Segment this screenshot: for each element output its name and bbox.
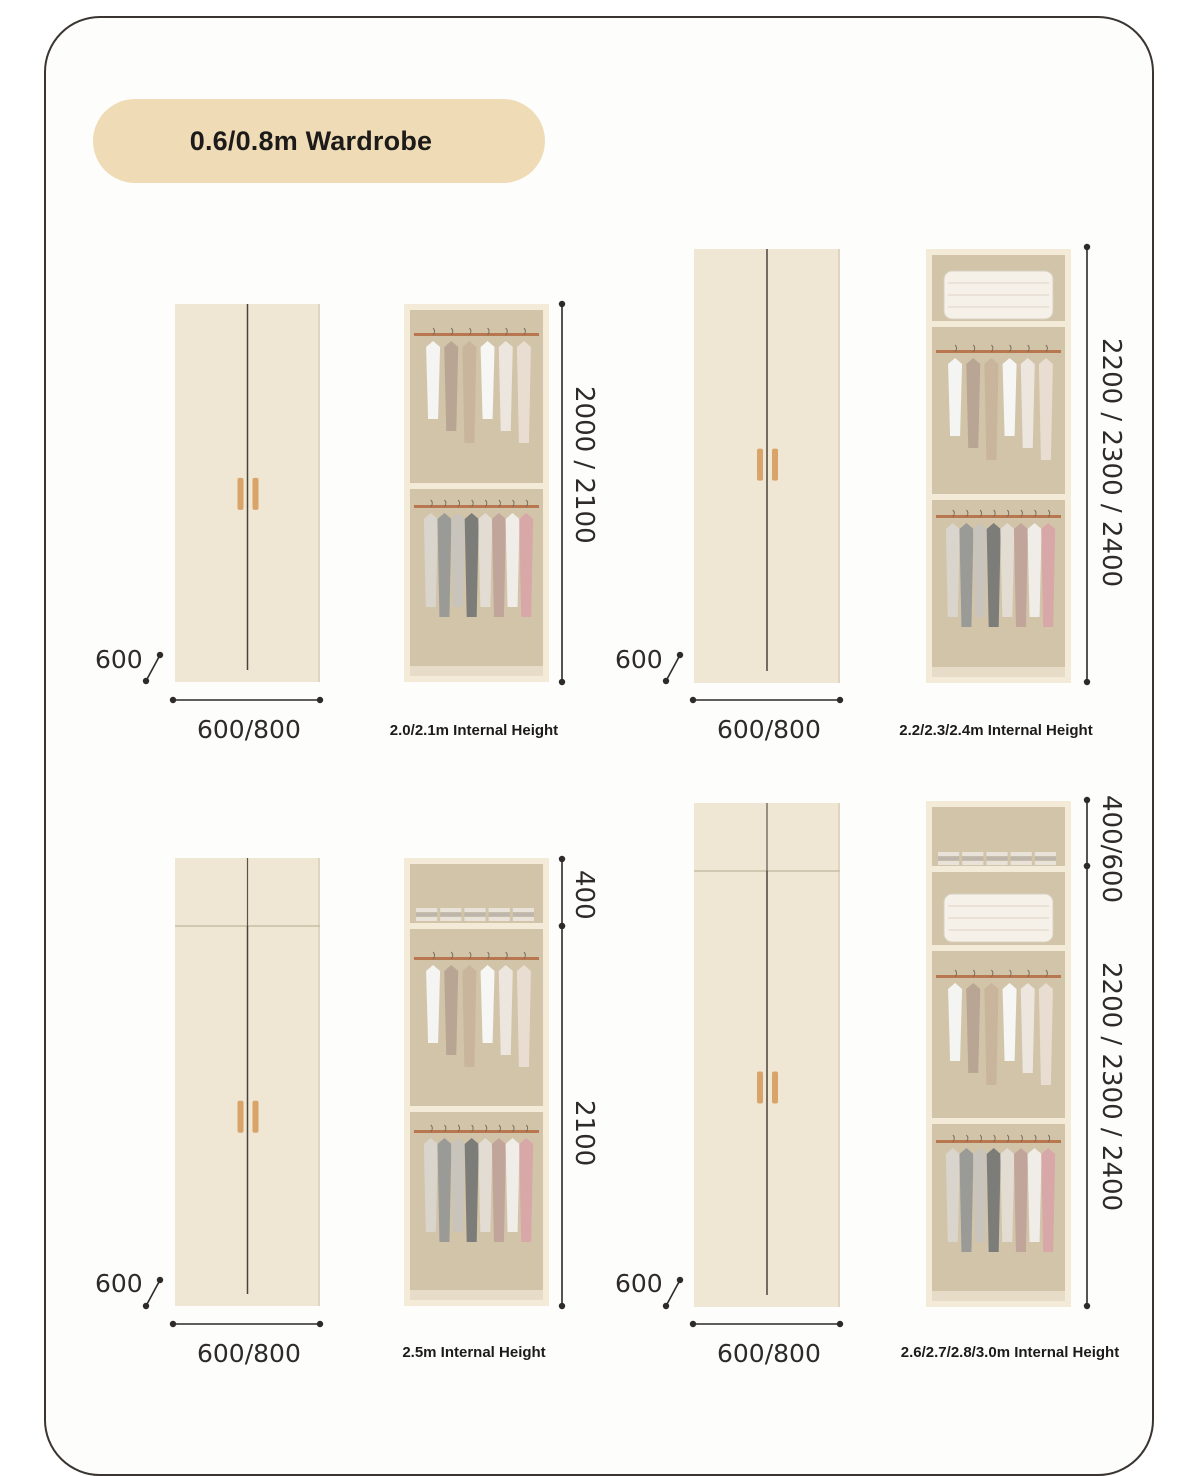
garment (966, 358, 980, 448)
garment (519, 513, 533, 617)
dimension-end (690, 697, 696, 703)
plinth (932, 1291, 1065, 1301)
garment (1000, 523, 1014, 617)
garment (444, 341, 458, 431)
dimension-end (677, 652, 683, 658)
garment (437, 513, 451, 617)
folded-clothes (1011, 852, 1032, 856)
garment (1021, 983, 1035, 1073)
garment (959, 1148, 973, 1252)
garment (462, 341, 476, 443)
garment (984, 358, 998, 460)
garment (948, 983, 962, 1061)
garment (1028, 523, 1042, 617)
dimension-end (170, 1321, 176, 1327)
folded-clothes (489, 908, 510, 912)
garment (1041, 523, 1055, 627)
handle-right (253, 1101, 259, 1133)
folded-clothes (489, 917, 510, 921)
depth-dim-3 (143, 1277, 163, 1309)
garment (465, 513, 479, 617)
hanging-rail (936, 975, 1061, 978)
garment (481, 341, 495, 419)
height-dim-4 (1084, 863, 1090, 1309)
width-dim-2 (690, 697, 843, 703)
folded-clothes (464, 913, 485, 917)
folded-clothes (1011, 861, 1032, 865)
hanging-rail (936, 515, 1061, 518)
folded-clothes (938, 852, 959, 856)
open-wardrobe-2 (926, 249, 1071, 683)
open-wardrobe-4 (926, 801, 1071, 1307)
folded-clothes (464, 908, 485, 912)
shelf (410, 1106, 543, 1112)
garment (987, 1148, 1001, 1252)
hanging-rail (414, 1130, 539, 1133)
hanging-rail (414, 957, 539, 960)
folded-clothes (962, 857, 983, 861)
depth-line (146, 655, 160, 681)
dimension-end (143, 678, 149, 684)
dimension-end (690, 1321, 696, 1327)
top-height-label-3: 400 (569, 870, 599, 920)
dimension-end (157, 1277, 163, 1283)
dimension-end (143, 1303, 149, 1309)
dimension-end (677, 1277, 683, 1283)
garment (959, 523, 973, 627)
handle-left (238, 1101, 244, 1133)
height-label-1: 2000 / 2100 (569, 386, 599, 544)
depth-dim-1 (143, 652, 163, 684)
handle-left (757, 449, 763, 481)
garment (1014, 523, 1028, 627)
handle-right (253, 478, 259, 510)
garment (517, 965, 531, 1067)
closed-wardrobe-3 (175, 858, 320, 1306)
garment (519, 1138, 533, 1242)
handle-left (757, 1072, 763, 1104)
dimension-end (559, 856, 565, 862)
folded-clothes (440, 917, 461, 921)
folded-clothes (513, 917, 534, 921)
door-edge (318, 304, 320, 682)
garment (492, 1138, 506, 1242)
folded-clothes (513, 913, 534, 917)
garment (946, 523, 960, 617)
shelf (410, 923, 543, 929)
folded-clothes (986, 857, 1007, 861)
garment (506, 1138, 520, 1232)
garment (966, 983, 980, 1073)
depth-label-1: 600 (95, 645, 143, 674)
top-height-dim-3 (559, 856, 565, 929)
top-height-dim-4 (1084, 797, 1090, 869)
dimension-end (559, 923, 565, 929)
garment (517, 341, 531, 443)
folded-clothes (489, 913, 510, 917)
garment (424, 1138, 438, 1232)
height-dim-1 (559, 301, 565, 685)
garment (1003, 358, 1017, 436)
garment (478, 1138, 492, 1232)
folded-clothes (1011, 857, 1032, 861)
garment (1014, 1148, 1028, 1252)
garment (1041, 1148, 1055, 1252)
garment (481, 965, 495, 1043)
handle-right (772, 1072, 778, 1104)
hanging-rail (414, 333, 539, 336)
depth-label-3: 600 (95, 1269, 143, 1298)
garment (451, 1138, 465, 1232)
dimension-end (559, 301, 565, 307)
width-label-3: 600/800 (197, 1339, 301, 1368)
depth-label-4: 600 (615, 1269, 663, 1298)
door-edge (838, 249, 840, 683)
garment (973, 523, 987, 617)
width-dim-3 (170, 1321, 323, 1327)
dimension-end (559, 679, 565, 685)
closed-wardrobe-1 (175, 304, 320, 682)
folded-clothes (416, 908, 437, 912)
dimension-end (170, 697, 176, 703)
garment (478, 513, 492, 607)
width-label-4: 600/800 (717, 1339, 821, 1368)
depth-dim-2 (663, 652, 683, 684)
shelf (932, 494, 1065, 500)
caption-1: 2.0/2.1m Internal Height (389, 722, 559, 739)
folded-clothes (986, 852, 1007, 856)
closed-wardrobe-4 (694, 803, 840, 1307)
garment (1039, 983, 1053, 1085)
folded-clothes (440, 908, 461, 912)
garment (973, 1148, 987, 1242)
caption-3: 2.5m Internal Height (402, 1344, 546, 1361)
dimension-end (663, 678, 669, 684)
folded-clothes (1035, 861, 1056, 865)
folded-clothes (938, 861, 959, 865)
top-height-label-4: 400/600 (1096, 795, 1126, 904)
garment (1003, 983, 1017, 1061)
width-dim-4 (690, 1321, 843, 1327)
garment (1000, 1148, 1014, 1242)
garment (437, 1138, 451, 1242)
plinth (410, 1290, 543, 1300)
dimension-end (157, 652, 163, 658)
garment (492, 513, 506, 617)
garment (946, 1148, 960, 1242)
depth-line (666, 655, 680, 681)
folded-clothes (464, 917, 485, 921)
folded-clothes (1035, 852, 1056, 856)
garment (984, 983, 998, 1085)
hanging-rail (936, 350, 1061, 353)
hanging-rail (936, 1140, 1061, 1143)
garment (426, 341, 440, 419)
handle-left (238, 478, 244, 510)
depth-line (666, 1280, 680, 1306)
garment (1021, 358, 1035, 448)
garment (451, 513, 465, 607)
width-label-1: 600/800 (197, 715, 301, 744)
folded-clothes (440, 913, 461, 917)
garment (424, 513, 438, 607)
caption-2: 2.2/2.3/2.4m Internal Height (899, 722, 1093, 739)
garment (465, 1138, 479, 1242)
shelf (932, 866, 1065, 872)
garment (499, 341, 513, 431)
shelf (410, 483, 543, 489)
depth-label-2: 600 (615, 645, 663, 674)
garment (1028, 1148, 1042, 1242)
open-wardrobe-3 (404, 858, 549, 1306)
width-dim-1 (170, 697, 323, 703)
height-label-4: 2200 / 2300 / 2400 (1096, 962, 1126, 1212)
folded-clothes (938, 857, 959, 861)
dimension-end (1084, 679, 1090, 685)
garment (499, 965, 513, 1055)
dimension-end (1084, 244, 1090, 250)
dimension-end (837, 1321, 843, 1327)
dimension-end (837, 697, 843, 703)
dimension-end (317, 1321, 323, 1327)
depth-line (146, 1280, 160, 1306)
shelf (932, 321, 1065, 327)
folded-clothes (962, 852, 983, 856)
dimension-end (1084, 1303, 1090, 1309)
handle-right (772, 449, 778, 481)
shelf (932, 1118, 1065, 1124)
folded-clothes (986, 861, 1007, 865)
page-title: 0.6/0.8m Wardrobe (189, 125, 433, 156)
height-label-3: 2100 (569, 1100, 599, 1167)
folded-clothes (416, 917, 437, 921)
garment (506, 513, 520, 607)
folded-clothes (962, 861, 983, 865)
depth-dim-4 (663, 1277, 683, 1309)
dimension-end (663, 1303, 669, 1309)
plinth (410, 666, 543, 676)
height-dim-3 (559, 923, 565, 1309)
garment (426, 965, 440, 1043)
dimension-end (559, 1303, 565, 1309)
folded-clothes (416, 913, 437, 917)
garment (987, 523, 1001, 627)
height-dim-2 (1084, 244, 1090, 685)
plinth (932, 667, 1065, 677)
garment (948, 358, 962, 436)
door-edge (838, 803, 840, 1307)
open-wardrobe-1 (404, 304, 549, 682)
folded-clothes (513, 908, 534, 912)
dimension-end (1084, 797, 1090, 803)
garment (1039, 358, 1053, 460)
closed-wardrobe-2 (694, 249, 840, 683)
garment (444, 965, 458, 1055)
hanging-rail (414, 505, 539, 508)
height-label-2: 2200 / 2300 / 2400 (1096, 338, 1126, 588)
door-edge (318, 858, 320, 1306)
dimension-end (317, 697, 323, 703)
width-label-2: 600/800 (717, 715, 821, 744)
caption-4: 2.6/2.7/2.8/3.0m Internal Height (900, 1344, 1120, 1361)
dimension-end (1084, 863, 1090, 869)
shelf (932, 945, 1065, 951)
garment (462, 965, 476, 1067)
folded-clothes (1035, 857, 1056, 861)
